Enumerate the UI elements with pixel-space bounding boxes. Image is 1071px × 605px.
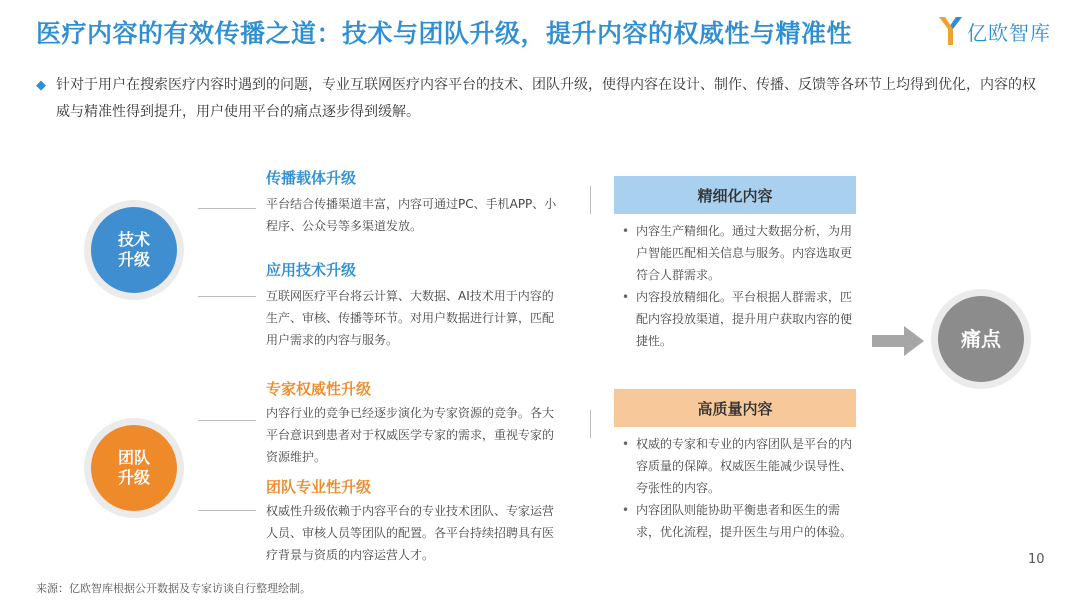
- divider-line: [590, 186, 591, 214]
- section-title-carrier: 传播载体升级: [266, 169, 357, 187]
- section-title-expert: 专家权威性升级: [266, 380, 372, 398]
- refined-content-list: [622, 220, 858, 352]
- section-body-team-pro: 权威性升级依赖于内容平台的专业技术团队、专家运营人员、审核人员等团队的配置。各平台持续招聘具有医疗背景与资质的内容运营人才。: [266, 504, 555, 562]
- page-number: 10: [1028, 552, 1045, 567]
- team-upgrade-label: 团队 升级: [91, 425, 177, 511]
- connector-line: [198, 208, 256, 209]
- quality-content-list: [622, 433, 858, 543]
- quality-content-header: 高质量内容: [614, 389, 856, 427]
- arrow-right-icon: [872, 326, 924, 356]
- connector-line: [198, 510, 256, 511]
- intro-paragraph: [36, 72, 1046, 126]
- section-title-applied-tech: 应用技术升级: [266, 261, 357, 279]
- section-body-expert: 内容行业的竞争已经逐步演化为专家资源的竞争。各大平台意识到患者对于权威医学专家的需求，重视专家的资源维护。: [266, 406, 555, 464]
- brand-logo: [938, 14, 1051, 48]
- source-note: 来源：亿欧智库根据公开数据及专家访谈自行整理绘制。: [36, 582, 311, 595]
- pain-point-circle: [931, 289, 1031, 389]
- diamond-bullet-icon: ◆: [36, 78, 46, 93]
- section-title-team-pro: 团队专业性升级: [266, 478, 372, 496]
- divider-line: [590, 410, 591, 438]
- list-item: • 内容生产精细化。通过大数据分析，为用户智能匹配相关信息与服务。内容选取更符合人群需求。: [622, 220, 858, 286]
- connector-line: [198, 296, 256, 297]
- section-body-carrier: 平台结合传播渠道丰富，内容可通过PC、手机APP、小程序、公众号等多渠道发放。: [266, 197, 557, 233]
- team-upgrade-circle: [84, 418, 184, 518]
- yiou-logo-icon: [938, 15, 964, 47]
- logo-text: 亿欧智库: [967, 20, 1051, 45]
- refined-content-header: 精细化内容: [614, 176, 856, 214]
- pain-point-label: 痛点: [938, 296, 1024, 382]
- list-item: • 权威的专家和专业的内容团队是平台的内容质量的保障。权威医生能减少误导性、夸张性的内容。: [622, 433, 858, 499]
- tech-upgrade-circle: [84, 200, 184, 300]
- list-item: • 内容团队则能协助平衡患者和医生的需求，优化流程，提升医生与用户的体验。: [622, 499, 858, 543]
- page-title: 医疗内容的有效传播之道：技术与团队升级，提升内容的权威性与精准性: [36, 19, 853, 48]
- tech-upgrade-label: 技术 升级: [91, 207, 177, 293]
- section-body-applied-tech: 互联网医疗平台将云计算、大数据、AI技术用于内容的生产、审核、传播等环节。对用户数据进行计算，匹配用户需求的内容与服务。: [266, 289, 555, 347]
- intro-text: 针对于用户在搜索医疗内容时遇到的问题，专业互联网医疗内容平台的技术、团队升级，使得内容在设计、制作、传播、反馈等各环节上均得到优化，内容的权威与精准性得到提升，用户使用平台的痛点逐步得到缓解。: [56, 77, 1036, 120]
- connector-line: [198, 420, 256, 421]
- list-item: • 内容投放精细化。平台根据人群需求，匹配内容投放渠道，提升用户获取内容的便捷性。: [622, 286, 858, 352]
